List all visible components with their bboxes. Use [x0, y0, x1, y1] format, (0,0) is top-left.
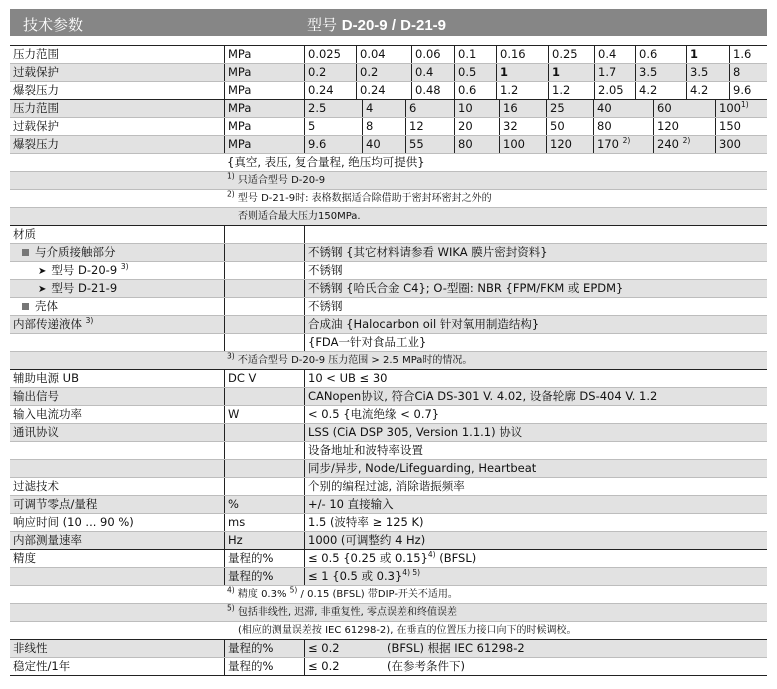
row-label — [10, 442, 223, 459]
row-label: 输入电流功率 — [13, 407, 82, 421]
value-cell: 10 — [454, 100, 499, 117]
table-row — [10, 550, 767, 568]
note-row — [10, 622, 767, 640]
unit-cell: MPa — [224, 82, 303, 99]
value-cell: ≤ 1 {0.5 或 0.3}$^{4) 5)}$ — [304, 568, 767, 585]
note-text: (相应的测量误差按 IEC 61298-2), 在垂直的位置压力接口向下的时候调校。 — [238, 625, 577, 636]
unit-cell: Hz — [224, 532, 303, 549]
unit-cell — [224, 226, 303, 243]
unit-cell — [224, 262, 303, 279]
value-cell: 240 $^{2)}$ — [653, 136, 715, 153]
note-row — [10, 604, 767, 622]
table-row — [10, 316, 767, 334]
value-cell: 0.16 — [496, 46, 548, 63]
value-cell: 80 — [593, 118, 653, 135]
value-cell: 8 — [362, 118, 405, 135]
value-cell: < 0.5 {电流绝缘 < 0.7} — [304, 406, 767, 423]
arrow-right-icon: ➤ — [38, 284, 47, 295]
table-row — [10, 568, 767, 586]
row-label — [10, 460, 223, 477]
unit-cell — [224, 298, 303, 315]
value-cell: 120 — [546, 136, 593, 153]
value-cell: 0.48 — [411, 82, 454, 99]
value-cell: +/- 10 直接输入 — [304, 496, 767, 513]
value-cell: 0.2 — [356, 64, 411, 81]
value-cell: 0.4 — [594, 46, 635, 63]
unit-cell — [224, 442, 303, 459]
row-label: 壳体 — [10, 298, 223, 315]
value-cell: 55 — [405, 136, 454, 153]
value-cell: 4.2 — [686, 82, 729, 99]
value-cell: 合成油 {Halocarbon oil 针对氧用制造结构} — [304, 316, 767, 333]
value-cell: 1.2 — [548, 82, 594, 99]
bullet-square-icon — [22, 303, 29, 310]
value-cell: 1 — [548, 64, 594, 81]
unit-cell: DC V — [224, 370, 303, 387]
value-cell: 0.2 — [304, 64, 356, 81]
table-row — [10, 424, 767, 442]
value-cell: 9.6 — [729, 82, 767, 99]
bullet-square-icon — [22, 249, 29, 256]
unit-cell: MPa — [224, 100, 303, 117]
table-row — [10, 442, 767, 460]
note-text: $^{1)}$ 只适合型号 D-20-9 — [227, 171, 326, 186]
value-cell: 3.5 — [635, 64, 686, 81]
value-cell: 0.5 — [454, 64, 496, 81]
table-row — [10, 514, 767, 532]
unit-cell: 量程的% — [224, 550, 303, 567]
value-cell: 40 — [362, 136, 405, 153]
value-cell: 32 — [499, 118, 546, 135]
unit-cell — [224, 244, 303, 261]
value-cell: CANopen协议, 符合CiA DS-301 V. 4.02, 设备轮廓 DS-404 V. 1.2 — [304, 388, 767, 405]
table-row — [10, 406, 767, 424]
value-cell: 0.025 — [304, 46, 356, 63]
value-cell: 1.5 (波特率 ≥ 125 K) — [304, 514, 767, 531]
note-row — [10, 208, 767, 226]
table-row — [10, 244, 767, 262]
note-text: 否则适合最大压力150MPa. — [238, 211, 361, 222]
row-label: 通讯协议 — [13, 425, 59, 439]
unit-cell — [224, 334, 303, 351]
value-cell: 不锈钢 {其它材料请参看 WIKA 膜片密封资料} — [304, 244, 767, 261]
table-row — [10, 658, 767, 676]
value-cell: 同步/异步, Node/Lifeguarding, Heartbeat — [304, 460, 767, 477]
unit-cell — [224, 478, 303, 495]
note-text: $^{3)}$ 不适合型号 D-20-9 压力范围 > 2.5 MPa时的情况。 — [227, 351, 473, 366]
row-label: 非线性 — [13, 641, 48, 655]
value-cell: 0.1 — [454, 46, 496, 63]
value-cell: ≤ 0.2 (BFSL) 根据 IEC 61298-2 — [304, 640, 767, 657]
value-cell: 5 — [304, 118, 362, 135]
row-label: 过载保护 — [13, 119, 59, 133]
table-row — [10, 226, 767, 244]
value-cell: 60 — [653, 100, 715, 117]
value-cell: 设备地址和波特率设置 — [304, 442, 767, 459]
value-cell: 0.06 — [411, 46, 454, 63]
note-row — [10, 352, 767, 370]
value-cell: 100 — [499, 136, 546, 153]
value-cell: 不锈钢 — [304, 262, 767, 279]
value-cell: 4 — [362, 100, 405, 117]
table-row — [10, 370, 767, 388]
value-cell: ≤ 0.2 (在参考条件下) — [304, 658, 767, 675]
note-text: $^{5)}$ 包括非线性, 迟滞, 非重复性, 零点误差和终值误差 — [227, 603, 457, 618]
note-text: $^{4)}$ 精度 0.3% $^{5)}$ / 0.15 (BFSL) 带DIP-开关不适用。 — [227, 585, 458, 600]
unit-cell: 量程的% — [224, 658, 303, 675]
arrow-right-icon: ➤ — [38, 266, 47, 277]
value-cell: 0.24 — [304, 82, 356, 99]
value-cell: ≤ 0.5 {0.25 或 0.15}$^{4)}$ (BFSL) — [304, 550, 767, 567]
header-title: 技术参数 — [23, 16, 84, 34]
value-cell: 170 $^{2)}$ — [593, 136, 653, 153]
value-cell: 20 — [454, 118, 499, 135]
row-label: 精度 — [13, 551, 36, 565]
row-label — [10, 568, 223, 585]
row-label: 与介质接触部分 — [10, 244, 223, 261]
value-cell: 0.4 — [411, 64, 454, 81]
table-row — [10, 100, 767, 118]
value-cell: 2.05 — [594, 82, 635, 99]
row-label: 内部传递液体 $^{3)}$ — [13, 316, 94, 331]
row-label: 内部测量速率 — [13, 533, 82, 547]
unit-cell: MPa — [224, 64, 303, 81]
value-cell: 9.6 — [304, 136, 362, 153]
row-label: 爆裂压力 — [13, 83, 59, 97]
value-cell: 不锈钢 — [304, 298, 767, 315]
note-row — [10, 586, 767, 604]
table-row — [10, 64, 767, 82]
note-row — [10, 172, 767, 190]
row-label: 爆裂压力 — [13, 137, 59, 151]
table-row — [10, 118, 767, 136]
value-cell: 1 — [686, 46, 729, 63]
value-cell: 150 — [715, 118, 767, 135]
table-row — [10, 136, 767, 154]
value-cell: LSS (CiA DSP 305, Version 1.1.1) 协议 — [304, 424, 767, 441]
row-label: ➤ 型号 D-21-9 — [10, 280, 223, 297]
unit-cell: 量程的% — [224, 640, 303, 657]
row-label: 可调节零点/量程 — [13, 497, 98, 511]
value-cell: 80 — [454, 136, 499, 153]
unit-cell — [224, 280, 303, 297]
value-cell: 3.5 — [686, 64, 729, 81]
value-cell: 12 — [405, 118, 454, 135]
value-cell: 25 — [546, 100, 593, 117]
header-bar — [10, 9, 767, 36]
unit-cell — [224, 388, 303, 405]
value-cell: 50 — [546, 118, 593, 135]
row-label: 过载保护 — [13, 65, 59, 79]
table-row — [10, 478, 767, 496]
spec-table — [10, 45, 767, 676]
unit-cell: MPa — [224, 46, 303, 63]
row-label: 响应时间 (10 ... 90 %) — [13, 515, 134, 529]
value-cell: 100$^{1)}$ — [715, 100, 767, 117]
value-cell: 0.24 — [356, 82, 411, 99]
table-row — [10, 46, 767, 64]
value-cell: 2.5 — [304, 100, 362, 117]
row-label — [10, 334, 223, 351]
unit-cell — [224, 316, 303, 333]
section-title: 材质 — [13, 227, 36, 241]
value-cell: 8 — [729, 64, 767, 81]
value-cell: 4.2 — [635, 82, 686, 99]
note-row — [10, 190, 767, 208]
unit-cell — [224, 424, 303, 441]
value-cell: 0.04 — [356, 46, 411, 63]
table-row — [10, 496, 767, 514]
value-cell: 1 — [496, 64, 548, 81]
value-cell: 个别的编程过滤, 消除谐振频率 — [304, 478, 767, 495]
table-row — [10, 460, 767, 478]
unit-cell — [224, 460, 303, 477]
table-row — [10, 388, 767, 406]
table-row — [10, 262, 767, 280]
value-cell: 1.7 — [594, 64, 635, 81]
value-cell: 16 — [499, 100, 546, 117]
table-row — [10, 334, 767, 352]
value-cell: 300 — [715, 136, 767, 153]
row-label: 输出信号 — [13, 389, 59, 403]
note-row — [10, 154, 767, 172]
row-label: 压力范围 — [13, 47, 59, 61]
value-cell: 120 — [653, 118, 715, 135]
value-cell: 0.25 — [548, 46, 594, 63]
value-cell: {FDA一针对食品工业} — [304, 334, 767, 351]
row-label: ➤ 型号 D-20-9 $^{3)}$ — [10, 262, 223, 279]
value-cell: 1.6 — [729, 46, 767, 63]
unit-cell: MPa — [224, 136, 303, 153]
table-row — [10, 640, 767, 658]
unit-cell: W — [224, 406, 303, 423]
table-row — [10, 298, 767, 316]
value-cell: 0.6 — [635, 46, 686, 63]
value-cell — [304, 226, 767, 243]
unit-cell: % — [224, 496, 303, 513]
table-row — [10, 82, 767, 100]
note-text: $^{2)}$ 型号 D-21-9时: 表格数据适合除借助于密封环密封之外的 — [227, 189, 492, 204]
unit-cell: MPa — [224, 118, 303, 135]
row-label: 辅助电源 UB — [13, 371, 79, 385]
value-cell: 1000 (可调整约 4 Hz) — [304, 532, 767, 549]
value-cell: 1.2 — [496, 82, 548, 99]
table-row — [10, 280, 767, 298]
value-cell: 40 — [593, 100, 653, 117]
row-label: 过滤技术 — [13, 479, 59, 493]
row-label: 稳定性/1年 — [13, 659, 71, 673]
header-model: 型号 D-20-9 / D-21-9 — [307, 16, 446, 34]
unit-cell: 量程的% — [224, 568, 303, 585]
value-cell: 不锈钢 {哈氏合金 C4}; O-型圈: NBR {FPM/FKM 或 EPDM} — [304, 280, 767, 297]
table-row — [10, 532, 767, 550]
unit-cell: ms — [224, 514, 303, 531]
value-cell: 10 < UB ≤ 30 — [304, 370, 767, 387]
value-cell: 0.6 — [454, 82, 496, 99]
value-cell: 6 — [405, 100, 454, 117]
row-label: 压力范围 — [13, 101, 59, 115]
note-text: {真空, 表压, 复合量程, 绝压均可提供} — [227, 155, 425, 169]
